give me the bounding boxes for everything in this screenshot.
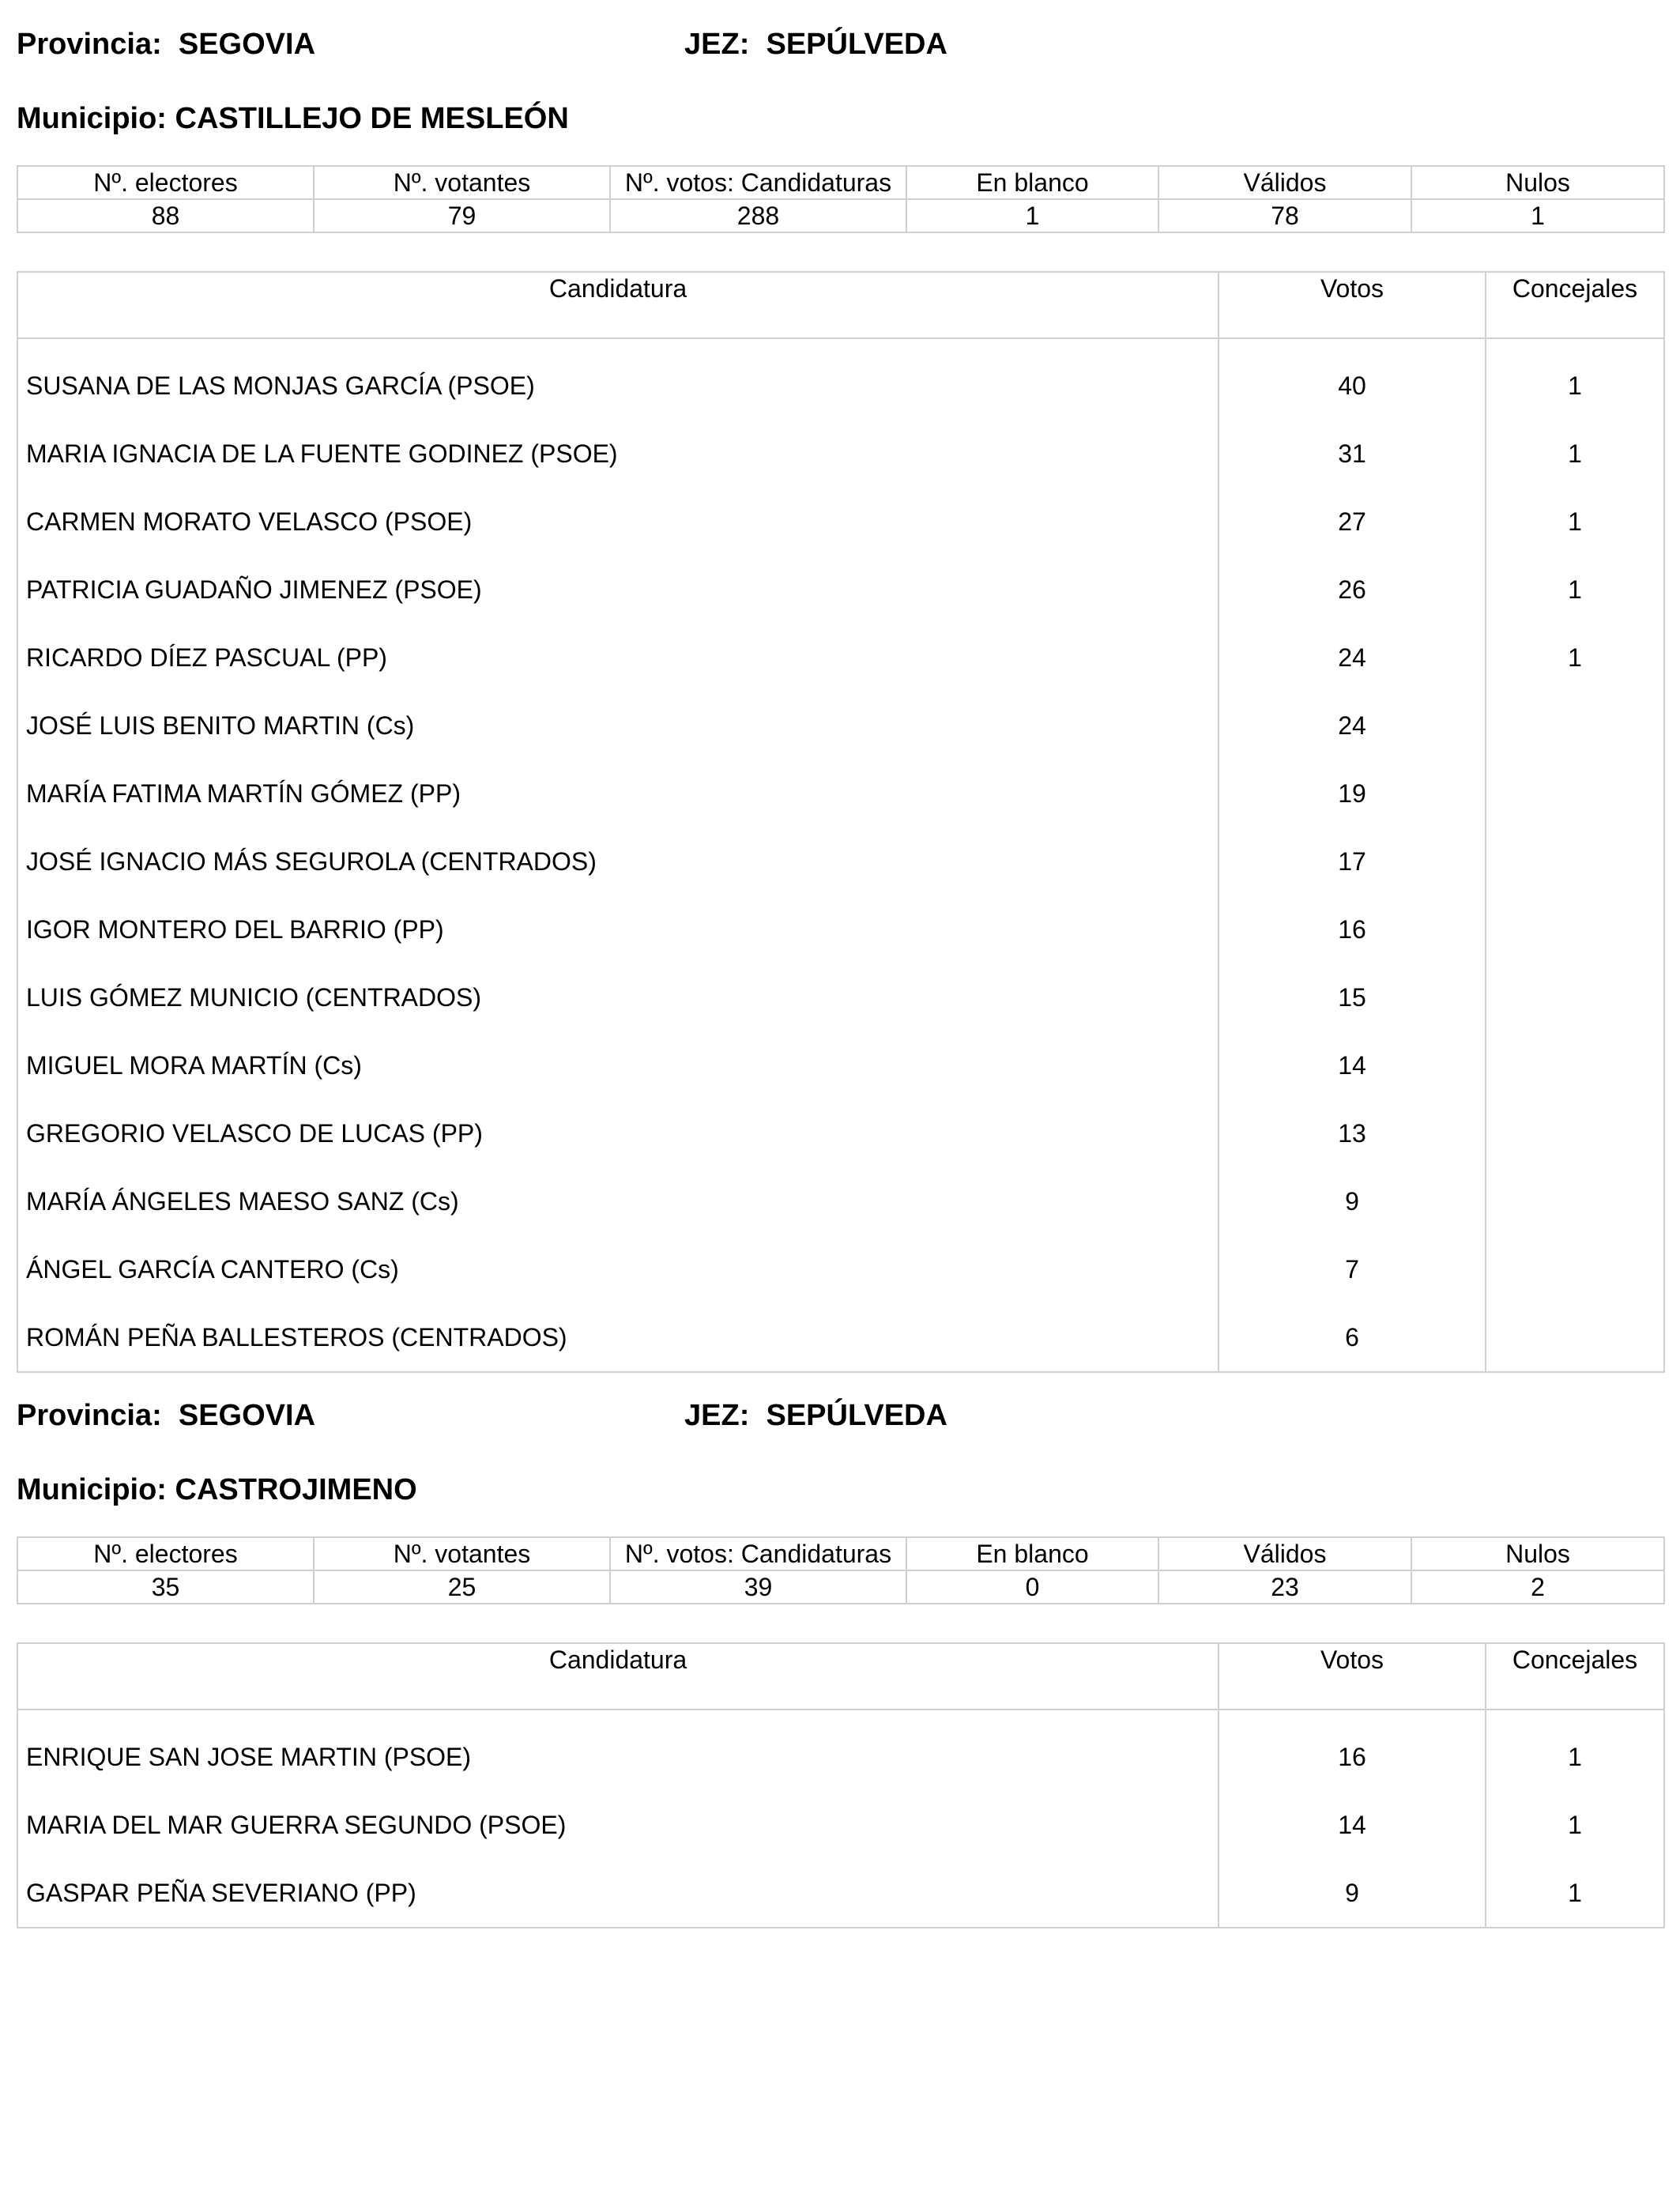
candidate-votes: 27 (1219, 488, 1486, 556)
summary-header-cell: Válidos (1158, 1537, 1411, 1570)
candidate-name: SUSANA DE LAS MONJAS GARCÍA (PSOE) (17, 338, 1219, 420)
candidate-votes: 19 (1219, 760, 1486, 827)
summary-header-cell: Nº. electores (17, 1537, 314, 1570)
summary-header-cell: Nº. electores (17, 166, 314, 199)
summary-header-cell: Nº. votos: Candidaturas (610, 166, 906, 199)
summary-header-cell: En blanco (906, 166, 1158, 199)
candidate-votes: 9 (1219, 1167, 1486, 1235)
summary-header-cell: En blanco (906, 1537, 1158, 1570)
candidate-seats: 1 (1568, 1810, 1582, 1839)
candidate-votes: 16 (1219, 1710, 1486, 1791)
candidate-seats (1486, 963, 1664, 1031)
candidate-row (17, 692, 1664, 760)
candidate-row (17, 1859, 1664, 1928)
candidate-row (17, 1167, 1664, 1235)
summary-header-cell: Nulos (1411, 166, 1664, 199)
candidate-seats: 1 (1568, 439, 1582, 468)
candidate-votes: 24 (1219, 624, 1486, 692)
summary-value-cell: 1 (906, 199, 1158, 232)
summary-value-cell: 23 (1158, 1570, 1411, 1604)
candidate-seats (1486, 692, 1664, 760)
summary-value-row (17, 1570, 1664, 1604)
municipality-section (17, 22, 1663, 1373)
municipio-heading (17, 96, 1663, 141)
results-table (17, 271, 1665, 1373)
summary-value-cell: 288 (610, 199, 906, 232)
results-header-row (17, 272, 1664, 338)
candidate-seats (1486, 1235, 1664, 1303)
summary-value-cell: 2 (1411, 1570, 1664, 1604)
candidate-name: JOSÉ LUIS BENITO MARTIN (Cs) (17, 692, 1219, 760)
summary-value-row (17, 199, 1664, 232)
candidate-row (17, 1235, 1664, 1303)
municipality-section (17, 1393, 1663, 1928)
candidate-row (17, 556, 1664, 624)
summary-table (17, 165, 1665, 233)
summary-value-cell: 79 (314, 199, 610, 232)
candidatura-header: Candidatura (17, 272, 1219, 338)
votos-header: Votos (1219, 272, 1486, 338)
candidate-name: GREGORIO VELASCO DE LUCAS (PP) (17, 1099, 1219, 1167)
candidate-votes: 15 (1219, 963, 1486, 1031)
votos-header: Votos (1219, 1643, 1486, 1710)
candidate-seats: 1 (1568, 1878, 1582, 1907)
candidate-name: MARIA IGNACIA DE LA FUENTE GODINEZ (PSOE) (17, 420, 1219, 488)
candidate-row (17, 420, 1664, 488)
candidate-row (17, 895, 1664, 963)
candidate-votes: 13 (1219, 1099, 1486, 1167)
summary-value-cell: 25 (314, 1570, 610, 1604)
jez-value: SEPÚLVEDA (766, 1399, 947, 1432)
results-header-row (17, 1643, 1664, 1710)
provincia-value: SEGOVIA (178, 28, 316, 61)
header-line (17, 1393, 1663, 1438)
candidate-row (17, 1710, 1664, 1791)
municipio-label: Municipio: (17, 1473, 167, 1506)
jez-label: JEZ: (684, 1399, 750, 1432)
candidate-name: CARMEN MORATO VELASCO (PSOE) (17, 488, 1219, 556)
candidate-name: LUIS GÓMEZ MUNICIO (CENTRADOS) (17, 963, 1219, 1031)
provincia-heading (17, 1393, 315, 1438)
candidate-name: GASPAR PEÑA SEVERIANO (PP) (17, 1859, 1219, 1928)
candidate-row (17, 1791, 1664, 1859)
jez-heading (684, 22, 947, 66)
summary-header-cell: Nº. votantes (314, 1537, 610, 1570)
summary-value-cell: 35 (17, 1570, 314, 1604)
summary-value-cell: 1 (1411, 199, 1664, 232)
candidate-seats: 1 (1568, 643, 1582, 672)
header-line (17, 22, 1663, 66)
summary-header-cell: Nº. votantes (314, 166, 610, 199)
candidate-name: ROMÁN PEÑA BALLESTEROS (CENTRADOS) (17, 1303, 1219, 1372)
candidate-name: MIGUEL MORA MARTÍN (Cs) (17, 1031, 1219, 1099)
concejales-header: Concejales (1486, 272, 1664, 338)
candidate-name: MARÍA ÁNGELES MAESO SANZ (Cs) (17, 1167, 1219, 1235)
candidate-votes: 6 (1219, 1303, 1486, 1372)
candidate-seats: 1 (1568, 507, 1582, 536)
candidate-name: ENRIQUE SAN JOSE MARTIN (PSOE) (17, 1710, 1219, 1791)
jez-value: SEPÚLVEDA (766, 28, 947, 61)
summary-header-row (17, 1537, 1664, 1570)
candidate-name: MARÍA FATIMA MARTÍN GÓMEZ (PP) (17, 760, 1219, 827)
candidate-votes: 17 (1219, 827, 1486, 895)
candidate-votes: 16 (1219, 895, 1486, 963)
candidate-row (17, 1031, 1664, 1099)
candidate-votes: 24 (1219, 692, 1486, 760)
jez-label: JEZ: (684, 28, 750, 61)
candidate-row (17, 1303, 1664, 1372)
candidate-name: RICARDO DÍEZ PASCUAL (PP) (17, 624, 1219, 692)
results-table (17, 1642, 1665, 1928)
candidate-row (17, 963, 1664, 1031)
concejales-header: Concejales (1486, 1643, 1664, 1710)
candidate-votes: 7 (1219, 1235, 1486, 1303)
candidate-seats: 1 (1568, 371, 1582, 400)
candidate-votes: 40 (1219, 338, 1486, 420)
candidate-votes: 31 (1219, 420, 1486, 488)
candidate-seats (1486, 1099, 1664, 1167)
summary-header-row (17, 166, 1664, 199)
summary-value-cell: 78 (1158, 199, 1411, 232)
municipio-value: CASTROJIMENO (175, 1473, 417, 1506)
candidate-name: MARIA DEL MAR GUERRA SEGUNDO (PSOE) (17, 1791, 1219, 1859)
candidate-row (17, 1099, 1664, 1167)
municipio-value: CASTILLEJO DE MESLEÓN (175, 102, 569, 135)
candidate-seats (1486, 1167, 1664, 1235)
candidate-name: IGOR MONTERO DEL BARRIO (PP) (17, 895, 1219, 963)
candidate-seats (1486, 760, 1664, 827)
candidate-votes: 14 (1219, 1791, 1486, 1859)
candidate-seats: 1 (1568, 575, 1582, 604)
jez-heading (684, 1393, 947, 1438)
candidate-name: ÁNGEL GARCÍA CANTERO (Cs) (17, 1235, 1219, 1303)
provincia-label: Provincia: (17, 28, 162, 61)
candidatura-header: Candidatura (17, 1643, 1219, 1710)
provincia-label: Provincia: (17, 1399, 162, 1432)
municipio-label: Municipio: (17, 102, 167, 135)
municipio-heading (17, 1468, 1663, 1512)
candidate-seats (1486, 827, 1664, 895)
candidate-votes: 14 (1219, 1031, 1486, 1099)
candidate-row (17, 338, 1664, 420)
summary-header-cell: Nº. votos: Candidaturas (610, 1537, 906, 1570)
candidate-row (17, 488, 1664, 556)
candidate-seats: 1 (1568, 1743, 1582, 1771)
candidate-name: JOSÉ IGNACIO MÁS SEGUROLA (CENTRADOS) (17, 827, 1219, 895)
provincia-value: SEGOVIA (178, 1399, 316, 1432)
candidate-seats (1486, 1303, 1664, 1372)
candidate-seats (1486, 1031, 1664, 1099)
summary-value-cell: 0 (906, 1570, 1158, 1604)
summary-header-cell: Nulos (1411, 1537, 1664, 1570)
summary-table (17, 1536, 1665, 1604)
candidate-row (17, 624, 1664, 692)
candidate-name: PATRICIA GUADAÑO JIMENEZ (PSOE) (17, 556, 1219, 624)
candidate-seats (1486, 895, 1664, 963)
summary-value-cell: 88 (17, 199, 314, 232)
provincia-heading (17, 22, 315, 66)
candidate-votes: 9 (1219, 1859, 1486, 1928)
candidate-row (17, 760, 1664, 827)
summary-value-cell: 39 (610, 1570, 906, 1604)
candidate-votes: 26 (1219, 556, 1486, 624)
summary-header-cell: Válidos (1158, 166, 1411, 199)
candidate-row (17, 827, 1664, 895)
